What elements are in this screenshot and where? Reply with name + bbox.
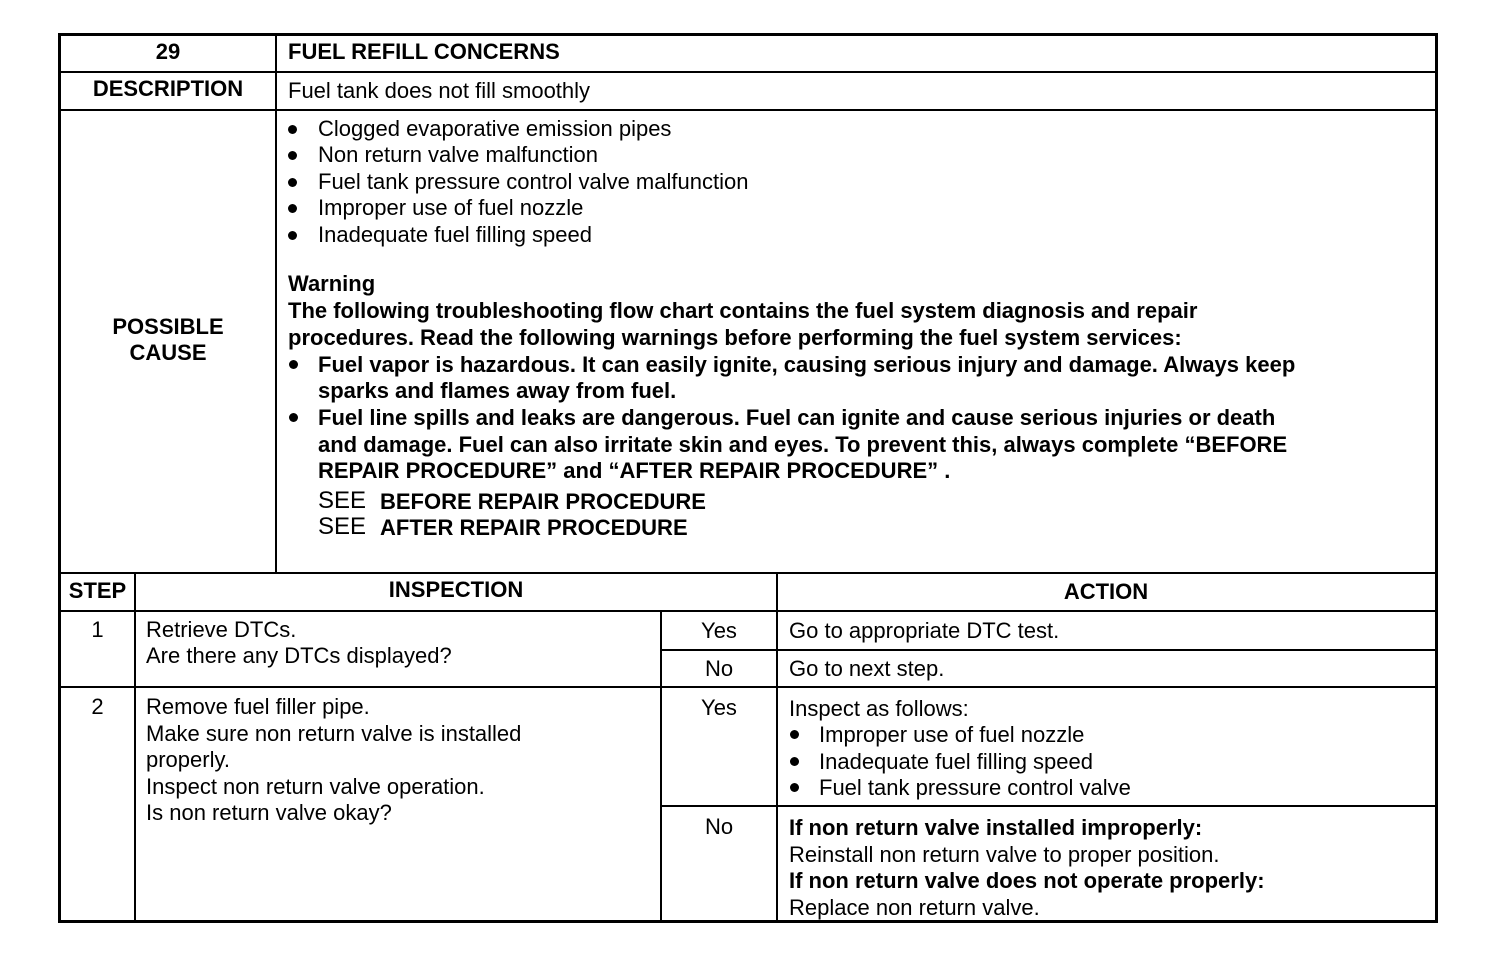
see-word: SEE	[318, 513, 367, 540]
possible-cause-label-1: POSSIBLE	[112, 314, 224, 339]
step2-inspection-line: Inspect non return valve operation.	[146, 774, 485, 799]
description-label: DESCRIPTION	[92, 76, 244, 101]
cause-item: Fuel tank pressure control valve malfunction	[318, 169, 749, 194]
cause-item: Clogged evaporative emission pipes	[318, 116, 672, 141]
warning-item-line: Fuel vapor is hazardous. It can easily ignite, causing serious injury and damage. Always keep	[318, 352, 1296, 377]
step-column-header: STEP	[68, 578, 127, 603]
bullet-icon	[288, 178, 297, 187]
action-column-header: ACTION	[1063, 579, 1149, 604]
step1-inspection-line: Are there any DTCs displayed?	[146, 643, 452, 668]
step2-no-heading: If non return valve does not operate properly:	[789, 868, 1265, 893]
warning-intro-line: procedures. Read the following warnings before performing the fuel system services:	[288, 325, 1182, 350]
step2-inspection-line: properly.	[146, 747, 230, 772]
step1-yes-label: Yes	[701, 618, 737, 643]
rule-label-column	[275, 33, 277, 573]
bullet-icon	[288, 204, 297, 213]
rule-header-bottom	[58, 71, 1438, 73]
rule-description-bottom	[58, 109, 1438, 111]
see-before-repair-link[interactable]: BEFORE REPAIR PROCEDURE	[380, 489, 706, 514]
step2-yes-label: Yes	[701, 695, 737, 720]
step1-no-label: No	[704, 656, 734, 681]
bullet-icon	[289, 413, 298, 422]
step2-no-text: Reinstall non return valve to proper position.	[789, 842, 1220, 867]
rule-step-column	[134, 572, 136, 923]
bullet-icon	[288, 151, 297, 160]
possible-cause-label-2: CAUSE	[129, 340, 207, 365]
bullet-icon	[790, 757, 799, 766]
rule-step1-bottom	[58, 686, 1438, 688]
warning-item-line: sparks and flames away from fuel.	[318, 378, 677, 403]
step2-no-heading: If non return valve installed improperly:	[789, 815, 1203, 840]
concern-number: 29	[155, 39, 181, 64]
step2-inspection-line: Make sure non return valve is installed	[146, 721, 522, 746]
step1-no-action: Go to next step.	[789, 656, 945, 681]
concern-title: FUEL REFILL CONCERNS	[288, 39, 560, 64]
bullet-icon	[288, 125, 297, 134]
step2-inspection-line: Is non return valve okay?	[146, 800, 392, 825]
description-text: Fuel tank does not fill smoothly	[288, 78, 591, 103]
bullet-icon	[790, 783, 799, 792]
cause-item: Improper use of fuel nozzle	[318, 195, 584, 220]
warning-item-line: and damage. Fuel can also irritate skin and eyes. To prevent this, always complete “BEFORE	[318, 432, 1288, 457]
step-number: 1	[91, 617, 104, 642]
step2-yes-action-item: Inadequate fuel filling speed	[819, 749, 1093, 774]
rule-cause-bottom	[58, 572, 1438, 574]
step2-yes-action-intro: Inspect as follows:	[789, 696, 969, 721]
step2-yes-action-item: Improper use of fuel nozzle	[819, 722, 1085, 747]
step2-no-label: No	[704, 814, 734, 839]
bullet-icon	[289, 360, 298, 369]
cause-item: Non return valve malfunction	[318, 142, 599, 167]
rule-action-column	[776, 572, 778, 923]
step1-yes-action: Go to appropriate DTC test.	[789, 618, 1060, 643]
rule-steps-header-bottom	[58, 610, 1438, 612]
cause-item: Inadequate fuel filling speed	[318, 222, 592, 247]
step2-inspection-line: Remove fuel filler pipe.	[146, 694, 370, 719]
bullet-icon	[790, 730, 799, 739]
bullet-icon	[288, 231, 297, 240]
warning-item-line: REPAIR PROCEDURE” and “AFTER REPAIR PROCEDURE” .	[318, 458, 951, 483]
inspection-column-header: INSPECTION	[388, 577, 524, 602]
step-number: 2	[91, 694, 104, 719]
step1-inspection-line: Retrieve DTCs.	[146, 617, 297, 642]
step2-no-text: Replace non return valve.	[789, 895, 1040, 920]
warning-title: Warning	[288, 271, 376, 296]
warning-item-line: Fuel line spills and leaks are dangerous. Fuel can ignite and cause serious injuries or death	[318, 405, 1276, 430]
step2-yes-action-item: Fuel tank pressure control valve	[819, 775, 1131, 800]
see-after-repair-link[interactable]: AFTER REPAIR PROCEDURE	[380, 515, 688, 540]
see-word: SEE	[318, 487, 367, 514]
warning-intro-line: The following troubleshooting flow chart contains the fuel system diagnosis and repair	[288, 298, 1198, 323]
